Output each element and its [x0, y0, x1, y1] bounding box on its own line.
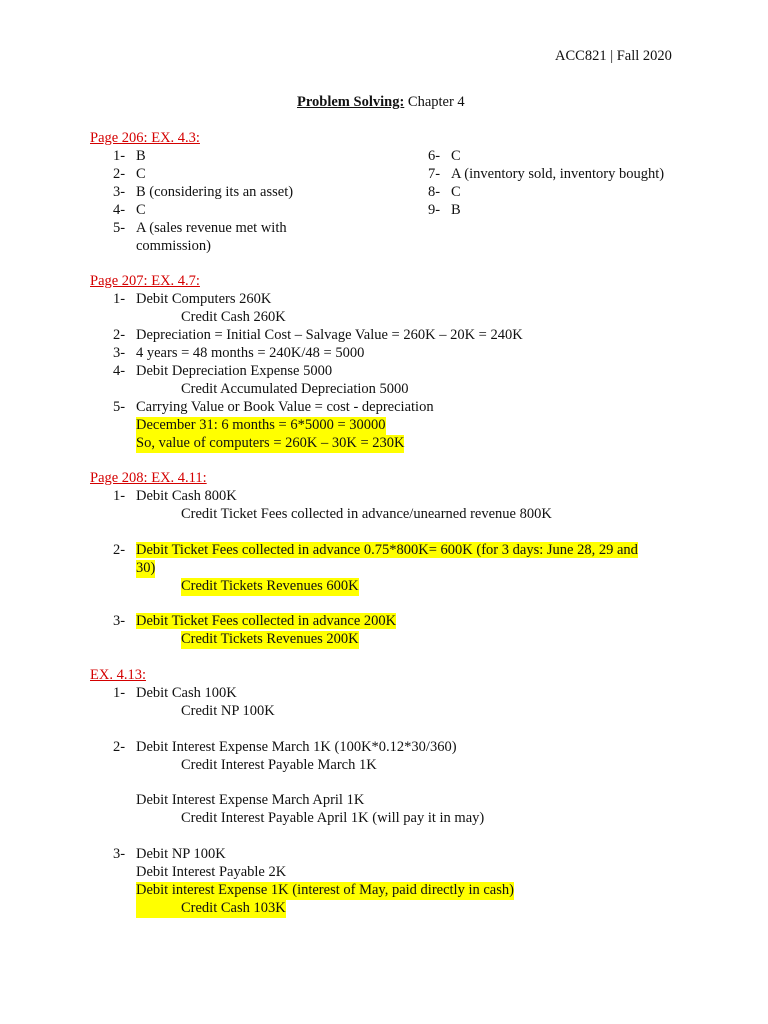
- item-number: 3-: [113, 345, 126, 361]
- item-number: 1-: [113, 685, 126, 701]
- item-text: 4 years = 48 months = 240K/48 = 5000: [136, 345, 365, 361]
- answer-row: [113, 345, 364, 363]
- journal-credit-line: Credit Cash 260K: [181, 309, 286, 325]
- item-text: C: [136, 166, 146, 182]
- highlighted-line: 30): [136, 560, 156, 576]
- item-continuation: commission): [136, 238, 211, 254]
- item-text: Depreciation = Initial Cost – Salvage Value = 260K – 20K = 240K: [136, 327, 523, 343]
- item-text: Debit Computers 260K: [136, 291, 272, 307]
- item-number: 1-: [113, 488, 126, 504]
- journal-credit-line: Credit NP 100K: [181, 703, 275, 719]
- section-heading-ex413: EX. 4.13:: [90, 667, 146, 683]
- answer-row: [113, 542, 638, 560]
- item-text: A (inventory sold, inventory bought): [451, 166, 665, 182]
- item-number: 9-: [428, 202, 441, 218]
- journal-debit-line: Debit Interest Payable 2K: [136, 864, 287, 880]
- section-heading-ex43: Page 206: EX. 4.3:: [90, 130, 200, 146]
- item-number: 4-: [113, 363, 126, 379]
- answer-row: [113, 291, 271, 309]
- highlighted-line: Credit Tickets Revenues 600K: [181, 578, 359, 594]
- journal-credit-line: Credit Accumulated Depreciation 5000: [181, 381, 409, 397]
- item-text: Carrying Value or Book Value = cost - depreciation: [136, 399, 434, 415]
- item-number: 3-: [113, 846, 126, 862]
- highlighted-line: So, value of computers = 260K – 30K = 230K: [136, 435, 405, 451]
- highlighted-line: Credit Cash 103K: [136, 900, 286, 918]
- answer-row: [113, 846, 226, 864]
- answer-row: [113, 399, 434, 417]
- page-title: [297, 94, 465, 112]
- highlighted-line: Credit Tickets Revenues 200K: [181, 631, 359, 647]
- answer-row: [113, 148, 146, 166]
- answer-row: [113, 488, 237, 506]
- title-label: Problem Solving:: [297, 94, 405, 110]
- answer-row: [428, 202, 461, 220]
- answer-row: [113, 220, 287, 238]
- item-text: Debit Cash 100K: [136, 685, 237, 701]
- item-text: C: [136, 202, 146, 218]
- answer-row: [428, 184, 461, 202]
- section-heading-ex47: Page 207: EX. 4.7:: [90, 273, 200, 289]
- title-chapter: Chapter 4: [407, 94, 465, 110]
- journal-debit-line: Debit Interest Expense March April 1K: [136, 792, 365, 808]
- answer-row: [113, 202, 146, 220]
- item-number: 5-: [113, 399, 126, 415]
- highlighted-line: Debit interest Expense 1K (interest of May, paid directly in cash): [136, 882, 514, 898]
- item-text: Debit Interest Expense March 1K (100K*0.12*30/360): [136, 739, 457, 755]
- answer-row: [113, 184, 293, 202]
- answer-row: [113, 363, 332, 381]
- course-header: ACC821 | Fall 2020: [555, 48, 672, 64]
- item-number: 3-: [113, 184, 126, 200]
- item-number: 6-: [428, 148, 441, 164]
- answer-row: [113, 739, 457, 757]
- item-text: C: [451, 148, 461, 164]
- item-text: Debit Ticket Fees collected in advance 200K: [136, 613, 397, 629]
- item-text: B: [136, 148, 146, 164]
- answer-row: [428, 166, 664, 184]
- answer-row: [428, 148, 461, 166]
- item-text: Debit Ticket Fees collected in advance 0.75*800K= 600K (for 3 days: June 28, 29 and: [136, 542, 638, 558]
- item-number: 1-: [113, 291, 126, 307]
- item-number: 3-: [113, 613, 126, 629]
- journal-credit-line: Credit Ticket Fees collected in advance/unearned revenue 800K: [181, 506, 552, 522]
- item-text: Debit NP 100K: [136, 846, 226, 862]
- item-text: B (considering its an asset): [136, 184, 294, 200]
- answer-row: [113, 685, 237, 703]
- item-number: 5-: [113, 220, 126, 236]
- item-number: 2-: [113, 542, 126, 558]
- item-number: 4-: [113, 202, 126, 218]
- item-text: Debit Cash 800K: [136, 488, 237, 504]
- item-number: 2-: [113, 327, 126, 343]
- item-number: 2-: [113, 739, 126, 755]
- item-number: 1-: [113, 148, 126, 164]
- item-text: Debit Depreciation Expense 5000: [136, 363, 333, 379]
- journal-credit-line: Credit Interest Payable March 1K: [181, 757, 377, 773]
- item-text: A (sales revenue met with: [136, 220, 287, 236]
- highlighted-line: December 31: 6 months = 6*5000 = 30000: [136, 417, 386, 433]
- item-text: B: [451, 202, 461, 218]
- section-heading-ex411: Page 208: EX. 4.11:: [90, 470, 207, 486]
- item-number: 8-: [428, 184, 441, 200]
- answer-row: [113, 166, 146, 184]
- item-number: 7-: [428, 166, 441, 182]
- journal-credit-line: Credit Interest Payable April 1K (will pay it in may): [181, 810, 485, 826]
- answer-row: [113, 613, 396, 631]
- item-text: C: [451, 184, 461, 200]
- answer-row: [113, 327, 523, 345]
- item-number: 2-: [113, 166, 126, 182]
